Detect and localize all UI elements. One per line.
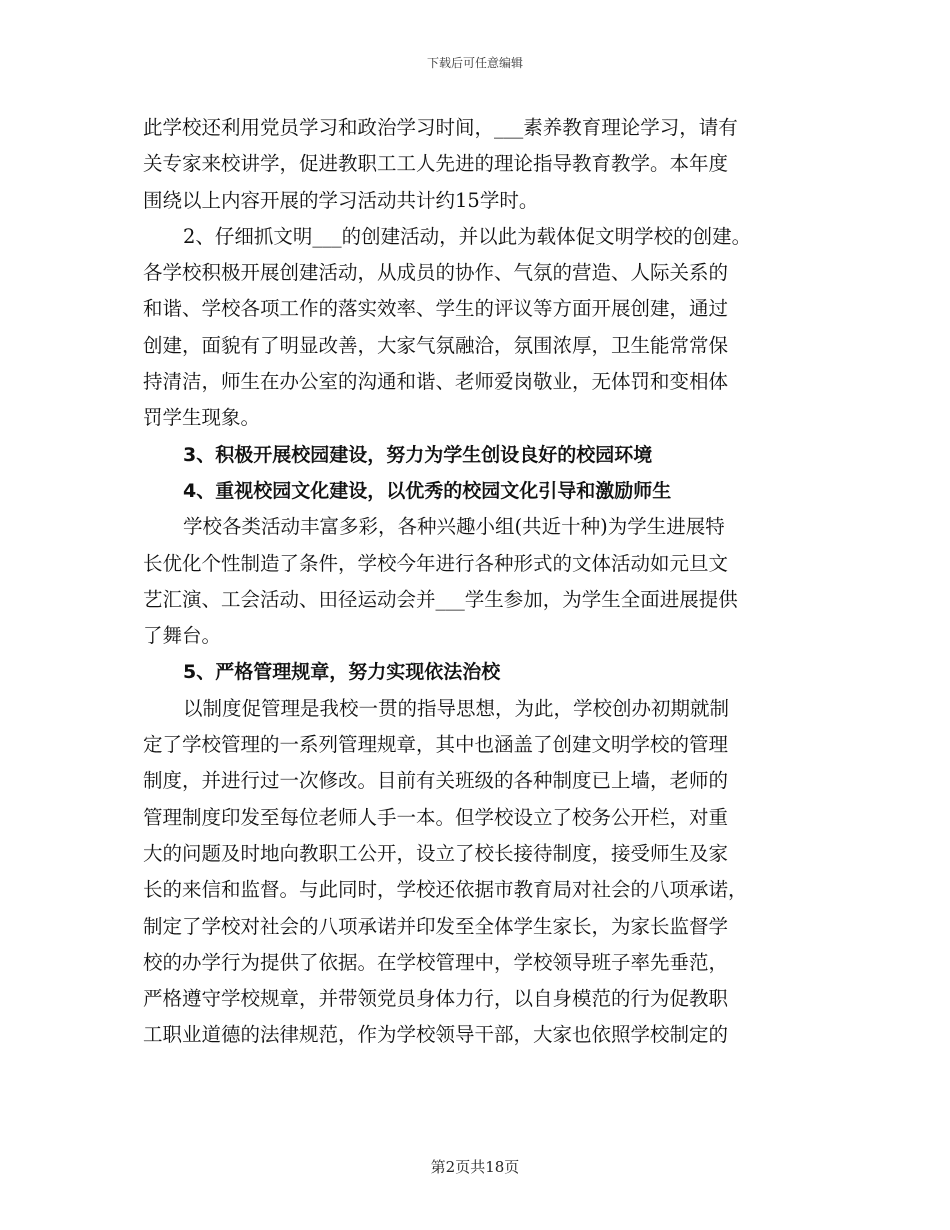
text-line: 严格遵守学校规章，并带领党员身体力行，以自身模范的行为促教职 (143, 987, 729, 1011)
document-body (143, 110, 803, 1054)
text-line: 和谐、学校各项工作的落实效率、学生的评议等方面开展创建，通过 (143, 297, 729, 321)
text-line: 罚学生现象。 (143, 406, 261, 430)
section-heading: 3、积极开展校园建设，努力为学生创设良好的校园环境 (183, 443, 653, 466)
text-line: 校的办学行为提供了依据。在学校管理中，学校领导班子率先垂范， (143, 950, 729, 974)
text-line: 制度，并进行过一次修改。目前有关班级的各种制度已上墙，老师的 (143, 769, 729, 793)
text-line: 艺汇演、工会活动、田径运动会并___学生参加，为学生全面进展提供 (143, 587, 738, 611)
paragraph-start-line: 学校各类活动丰富多彩，各种兴趣小组(共近十种)为学生进展特 (183, 515, 725, 539)
text-line: 持清洁，师生在办公室的沟通和谐、老师爱岗敬业，无体罚和变相体 (143, 370, 729, 394)
text-line: 此学校还利用党员学习和政治学习时间，___素养教育理论学习，请有 (143, 116, 738, 139)
text-line: 定了学校管理的一系列管理规章，其中也涵盖了创建文明学校的管理 (143, 733, 729, 757)
text-line: 了舞台。 (143, 624, 222, 648)
paragraph-start-line: 以制度促管理是我校一贯的指导思想，为此，学校创办初期就制 (183, 696, 730, 720)
page-number: 第2页共18页 (430, 1158, 520, 1176)
text-line: 长的来信和监督。与此同时，学校还依据市教育局对社会的八项承诺， (143, 878, 748, 902)
text-line: 工职业道德的法律规范，作为学校领导干部，大家也依照学校制定的 (143, 1023, 729, 1047)
text-line: 管理制度印发至每位老师人手一本。但学校设立了校务公开栏，对重 (143, 805, 729, 829)
text-line: 各学校积极开展创建活动，从成员的协作、气氛的营造、人际关系的 (143, 261, 729, 285)
text-line: 围绕以上内容开展的学习活动共计约15学时。 (143, 188, 539, 212)
text-line: 大的问题及时地向教职工公开，设立了校长接待制度，接受师生及家 (143, 841, 729, 865)
page-header: 下载后可任意编辑 (426, 56, 523, 70)
section-heading: 5、严格管理规章，努力实现依法治校 (183, 661, 501, 684)
text-line: 制定了学校对社会的八项承诺并印发至全体学生家长，为家长监督学 (143, 914, 729, 938)
text-line: 关专家来校讲学，促进教职工工人先进的理论指导教育教学。本年度 (143, 152, 729, 176)
paragraph-start-line: 2、仔细抓文明___的创建活动，并以此为载体促文明学校的创建。 (183, 224, 752, 248)
text-line: 长优化个性制造了条件，学校今年进行各种形式的文体活动如元旦文 (143, 551, 729, 575)
text-line: 创建，面貌有了明显改善，大家气氛融洽，氛围浓厚，卫生能常常保 (143, 333, 729, 357)
section-heading: 4、重视校园文化建设，以优秀的校园文化引导和激励师生 (183, 479, 672, 502)
